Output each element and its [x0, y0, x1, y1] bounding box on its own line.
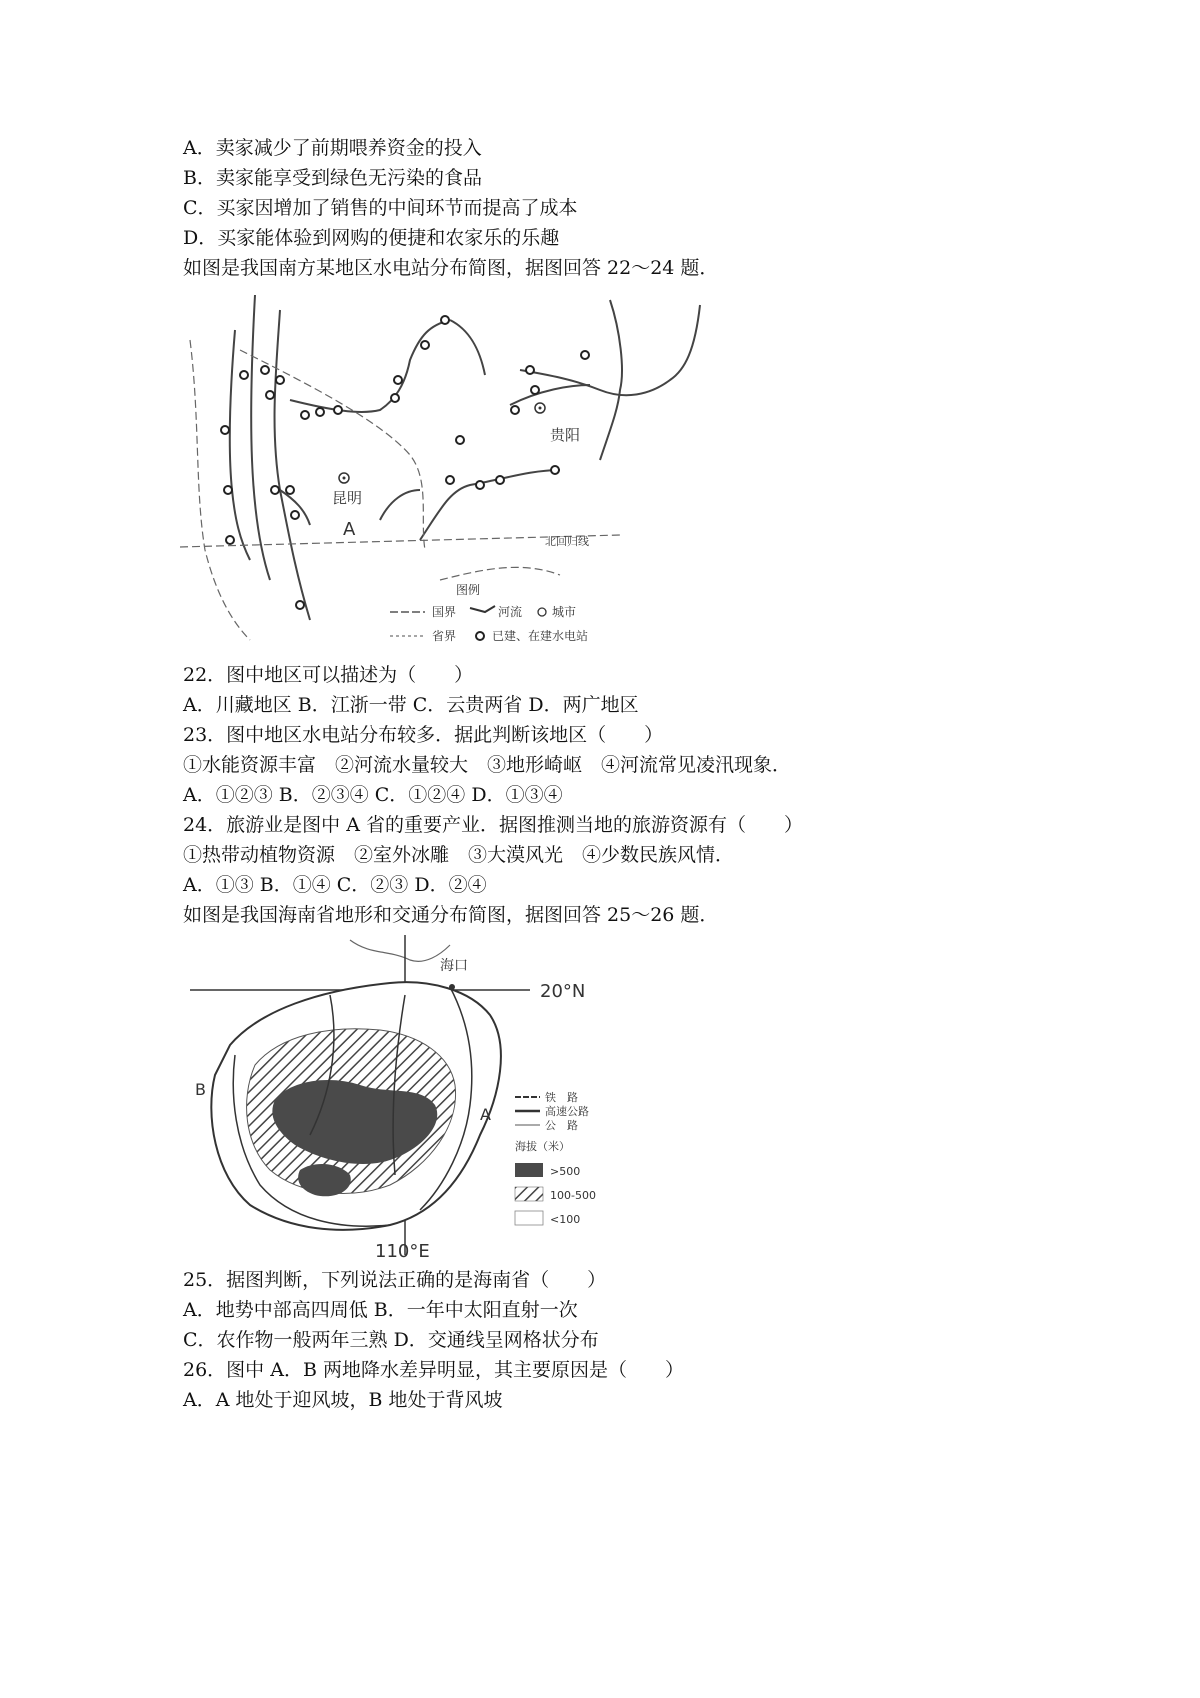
- question-22: 22．图中地区可以描述为（ ）: [183, 664, 474, 686]
- map2-intro: 如图是我国海南省地形和交通分布简图，据图回答 25～26 题．: [183, 904, 719, 926]
- option-21-c: C．买家因增加了销售的中间环节而提高了成本: [183, 197, 578, 219]
- question-26: 26．图中 A．B 两地降水差异明显，其主要原因是（ ）: [183, 1359, 684, 1381]
- station-icon: [271, 486, 279, 494]
- city-kunming-label: 昆明: [332, 489, 363, 507]
- hydropower-map: [180, 290, 710, 660]
- map1-intro: 如图是我国南方某地区水电站分布简图，据图回答 22～24 题．: [183, 257, 719, 279]
- river-10: [380, 490, 420, 520]
- river-6: [510, 385, 590, 405]
- tropic-label: 北回归线: [545, 535, 589, 548]
- station-icon: [476, 481, 484, 489]
- legend-river: 河流: [498, 605, 523, 619]
- province-a-label: A: [343, 519, 356, 540]
- city-haikou-label: 海口: [440, 958, 468, 974]
- station-icon: [581, 351, 589, 359]
- station-icon: [394, 376, 402, 384]
- lat-label: 20°N: [540, 981, 586, 1002]
- station-icon: [286, 486, 294, 494]
- station-icon: [261, 366, 269, 374]
- legend-road: 公 路: [545, 1119, 578, 1132]
- station-icon: [446, 476, 454, 484]
- station-icon: [551, 466, 559, 474]
- option-21-b: B．卖家能享受到绿色无污染的食品: [183, 167, 482, 189]
- option-26-a: A．A 地处于迎风坡，B 地处于背风坡: [183, 1389, 503, 1411]
- station-icon: [276, 376, 284, 384]
- question-25: 25．据图判断，下列说法正确的是海南省（ ）: [183, 1269, 607, 1291]
- hainan-map: [190, 935, 660, 1265]
- station-icon: [391, 394, 399, 402]
- station-icon: [266, 391, 274, 399]
- mainland-coast: [350, 940, 450, 961]
- legend-railway: 铁 路: [545, 1091, 578, 1104]
- statements-24: ①热带动植物资源 ②室外冰雕 ③大漠风光 ④少数民族风情．: [183, 844, 735, 866]
- legend-elev-mid: 100-500: [550, 1189, 596, 1202]
- city-guiyang-label: 贵阳: [550, 426, 581, 444]
- river-7: [600, 300, 622, 460]
- river-8: [520, 305, 700, 395]
- station-icon: [240, 371, 248, 379]
- station-icon: [421, 341, 429, 349]
- legend-elev-title: 海拔（米）: [515, 1140, 570, 1153]
- station-icon: [296, 601, 304, 609]
- river-4: [290, 320, 450, 412]
- river-3: [275, 310, 310, 620]
- station-icon: [316, 408, 324, 416]
- river-5: [450, 320, 485, 375]
- statements-23: ①水能资源丰富 ②河流水量较大 ③地形崎岖 ④河流常见凌汛现象．: [183, 754, 792, 776]
- legend-provincial: 省界: [432, 629, 457, 643]
- legend-title: 图例: [456, 583, 481, 597]
- question-24: 24．旅游业是图中 A 省的重要产业．据图推测当地的旅游资源有（ ）: [183, 814, 803, 836]
- station-icon: [221, 426, 229, 434]
- options-23: A．①②③ B．②③④ C．①②④ D．①③④: [183, 784, 563, 806]
- label-b: B: [195, 1080, 206, 1099]
- station-icon: [496, 476, 504, 484]
- station-icon: [226, 536, 234, 544]
- options-25-cd: C．农作物一般两年三熟 D．交通线呈网格状分布: [183, 1329, 599, 1351]
- legend-city: 城市: [552, 605, 577, 619]
- options-24: A．①③ B．①④ C．②③ D．②④: [183, 874, 487, 896]
- legend-national: 国界: [432, 605, 457, 619]
- station-icon: [456, 436, 464, 444]
- station-icon: [291, 511, 299, 519]
- river-1: [251, 295, 270, 580]
- station-icon: [334, 406, 342, 414]
- map2-legend: [515, 1090, 596, 1226]
- legend-station: 已建、在建水电站: [492, 629, 589, 643]
- station-icon: [511, 406, 519, 414]
- label-a: A: [480, 1105, 491, 1124]
- national-border-south: [440, 567, 560, 580]
- station-icon: [441, 316, 449, 324]
- options-25-ab: A．地势中部高四周低 B．一年中太阳直射一次: [183, 1299, 578, 1321]
- legend-expressway: 高速公路: [545, 1105, 589, 1118]
- option-21-d: D．买家能体验到网购的便捷和农家乐的乐趣: [183, 227, 560, 249]
- station-icon: [301, 411, 309, 419]
- lon-label: 110°E: [375, 1241, 430, 1262]
- legend-elev-low: <100: [550, 1213, 581, 1226]
- station-icon: [531, 386, 539, 394]
- map1-legend: [390, 582, 588, 643]
- question-23: 23．图中地区水电站分布较多．据此判断该地区（ ）: [183, 724, 664, 746]
- river-2: [230, 330, 250, 560]
- river-9: [420, 470, 560, 540]
- option-21-a: A．卖家减少了前期喂养资金的投入: [183, 137, 482, 159]
- station-icon: [526, 366, 534, 374]
- national-border: [190, 340, 250, 640]
- options-22: A．川藏地区 B．江浙一带 C．云贵两省 D．两广地区: [183, 694, 639, 716]
- legend-elev-high: >500: [550, 1165, 581, 1178]
- station-icon: [224, 486, 232, 494]
